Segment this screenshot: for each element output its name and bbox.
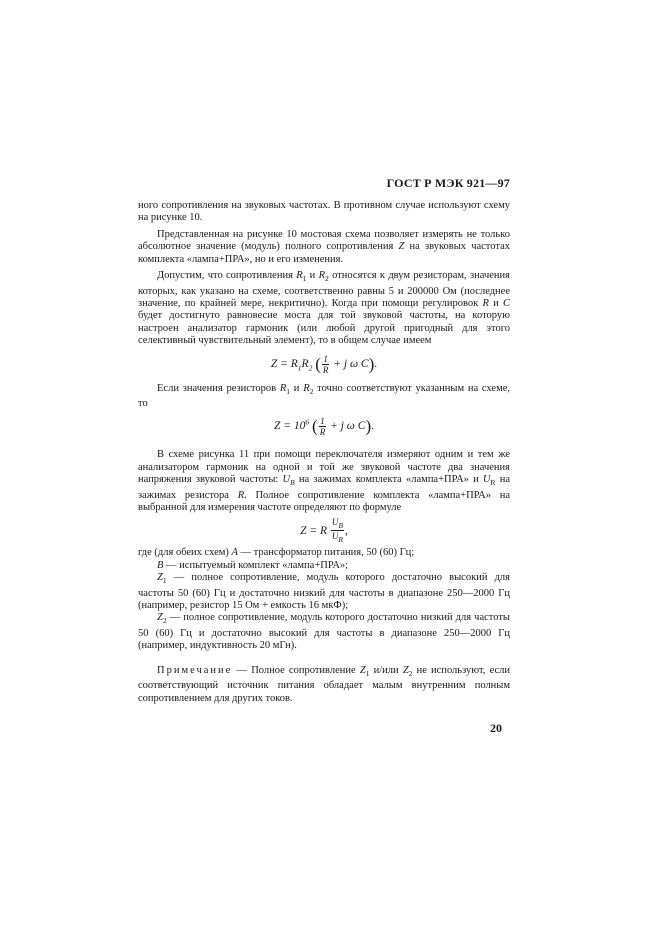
paragraph-resistors: Допустим, что сопротивления $R_1$ и $R_2$ относятся к двум резисторам, значения которых, как указано на схеме, соответственно равны 5 и 200000 Ом (последнее значение, по крайней мере, некритично). Когда при помощи регулировок R и C будет достигнуто равновесие моста для той звуковой частоты, на которую настроен анализатор гармоник (или любой другой пригодный для этого селективный чувствительный элемент), то в общем случае имеем bbox=[138, 270, 510, 347]
legend-item-a: где (для обеих схем) А — трансформатор питания, 50 (60) Гц; bbox=[138, 547, 415, 559]
paragraph-resistor-values: Если значения резисторов $R_1$ и $R_2$ точно соответствуют указанным на схеме, то bbox=[138, 382, 510, 410]
page-body bbox=[138, 200, 510, 705]
paragraph-bridge-scheme: Представленная на рисунке 10 мостовая схема позволяет измерять не только абсолютное значение (модуль) полного сопротивления Z на звуковых частотах комплекта «лампа+ПРА», но и его изменения. bbox=[138, 228, 510, 265]
formula-impedance-voltage-ratio: Z = R $\frac{U_B}{U_R}$ , bbox=[300, 516, 348, 545]
legend-item-z1: $Z_1$ — полное сопротивление, модуль которого достаточно высокий для частоты 50 (60) Гц и достаточно низкий для частоты в диапазоне 250—2000 Гц (например, резистор 15 Ом + емкость 16 мкФ); bbox=[138, 572, 510, 611]
note-label: Примечание bbox=[157, 664, 233, 676]
legend-item-b: В — испытуемый комплект «лампа+ПРА»; bbox=[157, 559, 349, 571]
note-paragraph: Примечание — Полное сопротивление $Z_1$ и/или $Z_2$ не используют, если соответствующий источник питания обладает малым внутренним полным сопротивлением для других токов. bbox=[138, 664, 511, 704]
paragraph-figure-11: В схеме рисунка 11 при помощи переключателя измеряют одним и тем же анализатором гармоник на одной и той же звуковой частоте два значения напряжения звуковой частоты: $U_B$ на зажимах комплекта «лампа+ПРА» и $U_R$ на зажимах резистора R. Полное сопротивление комплекта «лампа+ПРА» на выбранной для измерения частоте определяют по формуле bbox=[138, 449, 510, 514]
document-header: ГОСТ Р МЭК 921—97 bbox=[386, 176, 510, 190]
paragraph-continuation: ного сопротивления на звуковых частотах. В противном случае используют схему на рисунке 10. bbox=[138, 200, 510, 224]
formula-impedance-general: $Z = R_1R_2$ ( $\frac{1}{R}$ + j ω C). bbox=[270, 353, 378, 375]
page-number: 20 bbox=[490, 721, 502, 735]
legend-item-z2: $Z_2$ — полное сопротивление, модуль которого достаточно низкий для частоты 50 (60) Гц и достаточно высокий для частоты в диапазоне 250—2000 Гц (например, индуктивность 20 мГн). bbox=[138, 612, 510, 652]
formula-impedance-specific: $Z = 10^6$ ( $\frac{1}{R}$ + j ω C). bbox=[274, 416, 374, 438]
